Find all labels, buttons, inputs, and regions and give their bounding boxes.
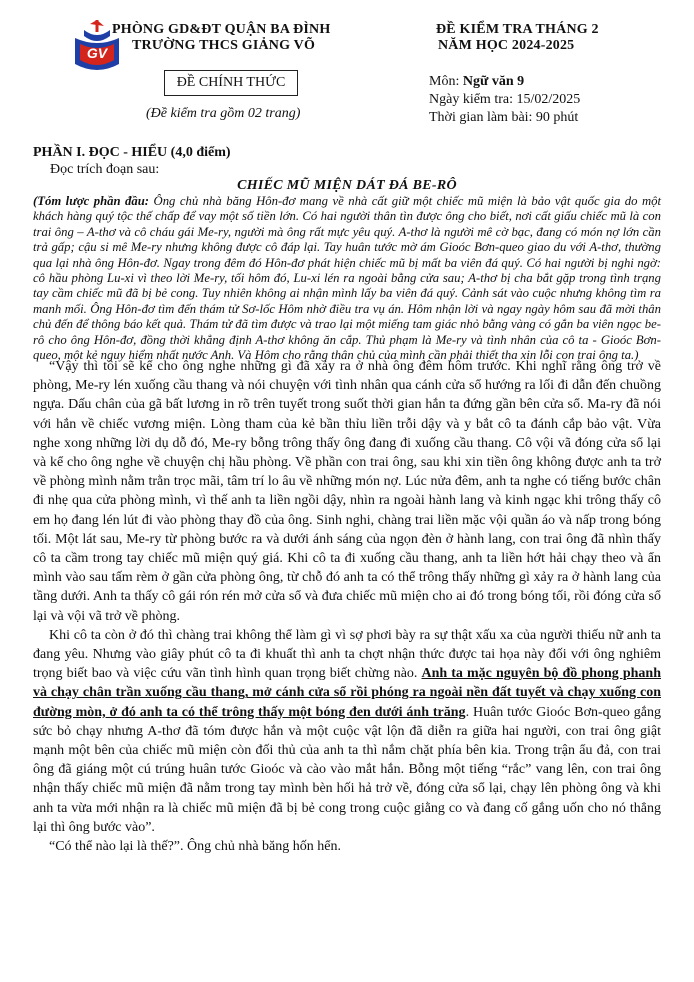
logo-text: GV: [86, 45, 108, 61]
excerpt-paragraph-1: “Vậy thì tôi sẽ kể cho ông nghe những gì đã xảy ra ở nhà ông đêm hôm trước. Khi nghĩ rằng ông trở về phòng, Me-ry lén xuống cầu thang và nói chuyện với tình nhân qua cánh cửa sổ hướng ra lối đi dẫn đến chuồng ngựa. Dấu chân của gã bất lương in rõ trên tuyết trong suốt thời gian hắn ta đứng gần bên cửa sổ. Ma-ry đã nói với hắn về chiếc vương miện. Lòng tham của kẻ bần thỉu liền trỗi dậy và y bắt cô ta đánh cắp bảo vật. Vừa nghe xong những lời dụ dỗ đó, Me-ry bỗng trông thấy ông đang đi xuống cầu thang. Cô vội vã đóng cửa sổ lại và kể cho ông nghe về chuyện chị hầu phòng. Về phần con trai ông, sau khi xin tiền ông không được anh ta trở về phòng mình nằm trằn trọc mãi, tâm trí lo âu về những món nợ. Lúc nửa đêm, anh ta nghe có tiếng bước chân đi nhẹ qua cửa phòng mình, vì thế anh ta liền ngồi dậy, nhìn ra ngoài hành lang và kinh ngạc khi trông thấy cô em họ đang lén lút đi vào phòng thay đồ của ông. Sinh nghi, chàng trai liền mặc vội quần áo và nấp trong bóng tối. Một lát sau, Me-ry từ phòng bước ra và dưới ánh sáng của ngọn đèn ở hành lang, con trai ông đã nhìn thấy cô ta cầm trong tay chiếc mũ miện quý giá. Khi cô ta đi xuống cầu thang, anh ta liền hớt hải chạy theo và ẩn mình vào sau tấm rèm ở gần cửa phòng ông, từ chỗ đó anh ta có thể trông thấy những gì xảy ra ở hành lang của tầng dưới. Anh ta thấy cô gái rón rén mở cửa sổ và đưa chiếc mũ miện cho ai đó trong bóng tối, rồi đóng cửa sổ lại và vội vã trở về phòng.: [33, 359, 661, 624]
official-exam-label: ĐỀ CHÍNH THỨC: [164, 70, 298, 96]
story-excerpt: [33, 357, 661, 856]
excerpt-paragraph-3: “Có thể nào lại là thế?”. Ông chủ nhà băng hốn hển.: [49, 839, 341, 855]
department-name: PHÒNG GD&ĐT QUẬN BA ĐÌNH: [112, 22, 331, 37]
school-name: TRƯỜNG THCS GIẢNG VÕ: [132, 38, 316, 53]
excerpt-paragraph-2: [33, 626, 661, 837]
school-year: NĂM HỌC 2024-2025: [438, 38, 575, 53]
summary-text: Ông chủ nhà băng Hôn-đơ mang về nhà cất giữ một chiếc mũ miện là bảo vật quốc gia do một khách hàng quý tộc thế chấp để vay một số tiền lớn. Có hai người thân tìn được ông cho biết, nơi cất giấu chiếc mũ là con trai ông – A-thơ và cô cháu gái Me-ry, người mà ông rất mực yêu quý. A-thơ là người mê cờ bạc, đang có món nợ lớn cần trả gấp; cậu si mê Me-ry nhưng không được cô đáp lại. Tay huân tước mờ ám Gioóc Bơn-queo giao du với A-thơ, thường qua lại nhà ông Hôn-đơ. Ngay trong đêm đó Hôn-đơ phát hiện chiếc mũ bị mất ba viên đá quý. Có hai người bị nghi ngờ: cô hầu phòng Lu-xi vì theo lời Me-ry, tối hôm đó, Lu-xi lén ra ngoài bằng cửa sau; A-thơ bị cha bắt gặp trong tình trạng tay cầm chiếc mũ đã bị bẻ cong. Tuy nhiên không ai nhận mình lấy ba viên đá quý. Cảnh sát vào cuộc nhưng không tìm ra manh mối. Ông Hôn-đơ tìm đến thám tử Sơ-lốc Hôm nhờ điều tra vụ án. Hôm nhận lời và ngay ngày hôm sau đã mời thân chủ đến để thông báo kết quả. Thám tử đã tìm được và trao lại một miếng tam giác nhỏ bằng vàng có gắn ba viên ngọc be-rô cho ông Hôn-đơ, đồng thời khẳng định A-thơ không ăn cắp. Thủ phạm là Me-ry và tình nhân của cô ta - Gioóc Bơn-queo, một kẻ nguy hiểm nhất nước Anh. Và Hôm cho rằng thân chủ của mình cần phải thiết tha xin lỗi con trai ông ta.): [33, 194, 662, 363]
paragraph-2-start: Khi cô ta còn ở đó thì chàng trai không thể làm gì vì sợ phơi bày ra sự thật xấu xa của người thiếu nữ anh ta đang yêu. Nhưng vào giây phút cô ta đi khuất thì anh ta chợt nhận thức được tai họa này đối với ông nghiêm trọng biết bao và việc cứu vãn tình hình quan trọng biết chừng nào.: [33, 627, 661, 682]
school-logo: [72, 18, 122, 72]
subject-line: [429, 74, 524, 90]
summary-label: (Tóm lược phần đầu:: [33, 194, 150, 208]
exam-title: ĐỀ KIỂM TRA THÁNG 2: [436, 22, 599, 37]
pages-note: (Đề kiểm tra gồm 02 trang): [146, 106, 301, 121]
part-heading: PHẦN I. ĐỌC - HIỂU (4,0 điểm): [33, 145, 231, 160]
subject-value: Ngữ văn 9: [462, 74, 525, 89]
exam-duration: Thời gian làm bài: 90 phút: [429, 110, 579, 125]
subject-label: Môn:: [429, 74, 463, 89]
highlighted-sentence: Anh ta mặc nguyên bộ đồ phong phanh và chạy chân trần xuống cầu thang, mở cánh cửa sổ rồi phóng ra ngoài nền đất tuyết và chạy xuống con đường mòn, ở đó anh ta có thể trông thấy một bóng đen dưới ánh trăng: [33, 666, 661, 720]
story-summary: [33, 194, 661, 363]
story-title: CHIẾC MŨ MIỆN DÁT ĐÁ BE-RÔ: [237, 178, 457, 193]
paragraph-2-end: . Huân tước Gioóc Bơn-queo gắng sức bỏ chạy nhưng A-thơ đã tóm được hắn và một cuộc vật lộn đã diễn ra giữa hai người, con trai ông giật mạnh một bên của chiếc mũ miện còn đối thủ của anh ta thì nắm chặt phía bên kia. Trong trận ẩu đả, con trai ông đã giáng một cú trúng huân tước Gioóc và cào vào mắt hắn. Bỗng một tiếng “rắc” vang lên, con trai ông nhận thấy chiếc mũ miện đã nằm trong tay mình bèn hối hả trở về, đóng cửa sổ lại, chạy lên phòng ông và khi anh ta vừa mới nhận ra là chiếc mũ miện đã bị bẻ cong trong cuộc giằng co và đang cố gắng uốn cho nó thẳng lại thì ông bước vào”.: [33, 704, 661, 835]
reading-intro: Đọc trích đoạn sau:: [50, 162, 160, 177]
exam-date: Ngày kiểm tra: 15/02/2025: [429, 92, 581, 107]
